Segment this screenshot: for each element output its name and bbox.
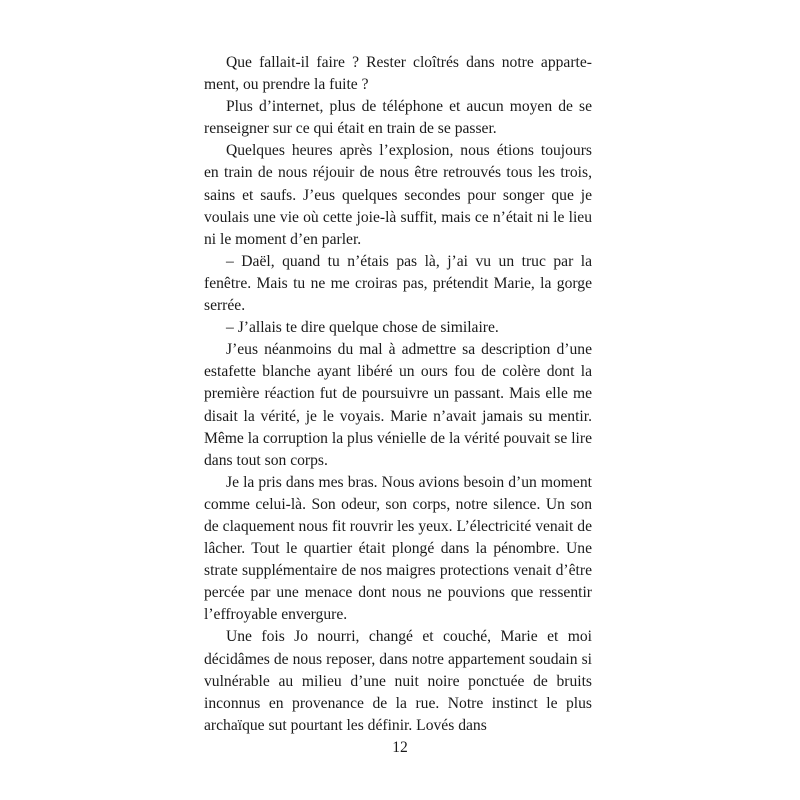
body-text — [204, 52, 592, 737]
paragraph-6: J’eus néanmoins du mal à admettre sa description d’une estafette blanche ayant libéré un ours fou de colère dont la première réaction fut de poursuivre un passant. Mais elle me disait la vérité, je le voyais. Marie n’avait jamais su mentir. Même la corruption la plus vénielle de la vérité pouvait se lire dans tout son corps. — [204, 341, 592, 469]
page-number: 12 — [392, 739, 408, 756]
paragraph-3: Quelques heures après l’explosion, nous étions toujours en train de nous réjouir de nous être retrouvés tous les trois, sains et saufs. J’eus quelques secondes pour songer que je voulais une vie où cette joie-là suffit, mais ce n’était ni le lieu ni le moment d’en parler. — [204, 142, 592, 248]
paragraph-2: Plus d’internet, plus de téléphone et aucun moyen de se renseigner sur ce qui était en train de se passer. — [204, 98, 592, 138]
paragraph-8: Une fois Jo nourri, changé et couché, Marie et moi décidâmes de nous reposer, dans notre appartement soudain si vulnérable au milieu d’une nuit noire ponctuée de bruits inconnus en provenance de la rue. Notre instinct le plus archaïque sut pourtant les définir. Lovés dans — [204, 628, 592, 734]
paragraph-7: Je la pris dans mes bras. Nous avions besoin d’un moment comme celui-là. Son odeur, son corps, notre silence. Un son de claquement nous fit rouvrir les yeux. L’électricité venait de lâcher. Tout le quartier était plongé dans la pénombre. Une strate supplémentaire de nos maigres protections venait d’être percée par une menace dont nous ne pouvions que ressentir l’effroyable envergure. — [204, 473, 592, 624]
paragraph-4: – Daël, quand tu n’étais pas là, j’ai vu un truc par la fenêtre. Mais tu ne me croiras pas, prétendit Marie, la gorge serrée. — [204, 252, 592, 315]
paragraph-1: Que fallait-il faire ? Rester cloîtrés dans notre appartement, ou prendre la fuite ? — [204, 54, 592, 94]
paragraph-5: – J’allais te dire quelque chose de similaire. — [226, 319, 499, 337]
